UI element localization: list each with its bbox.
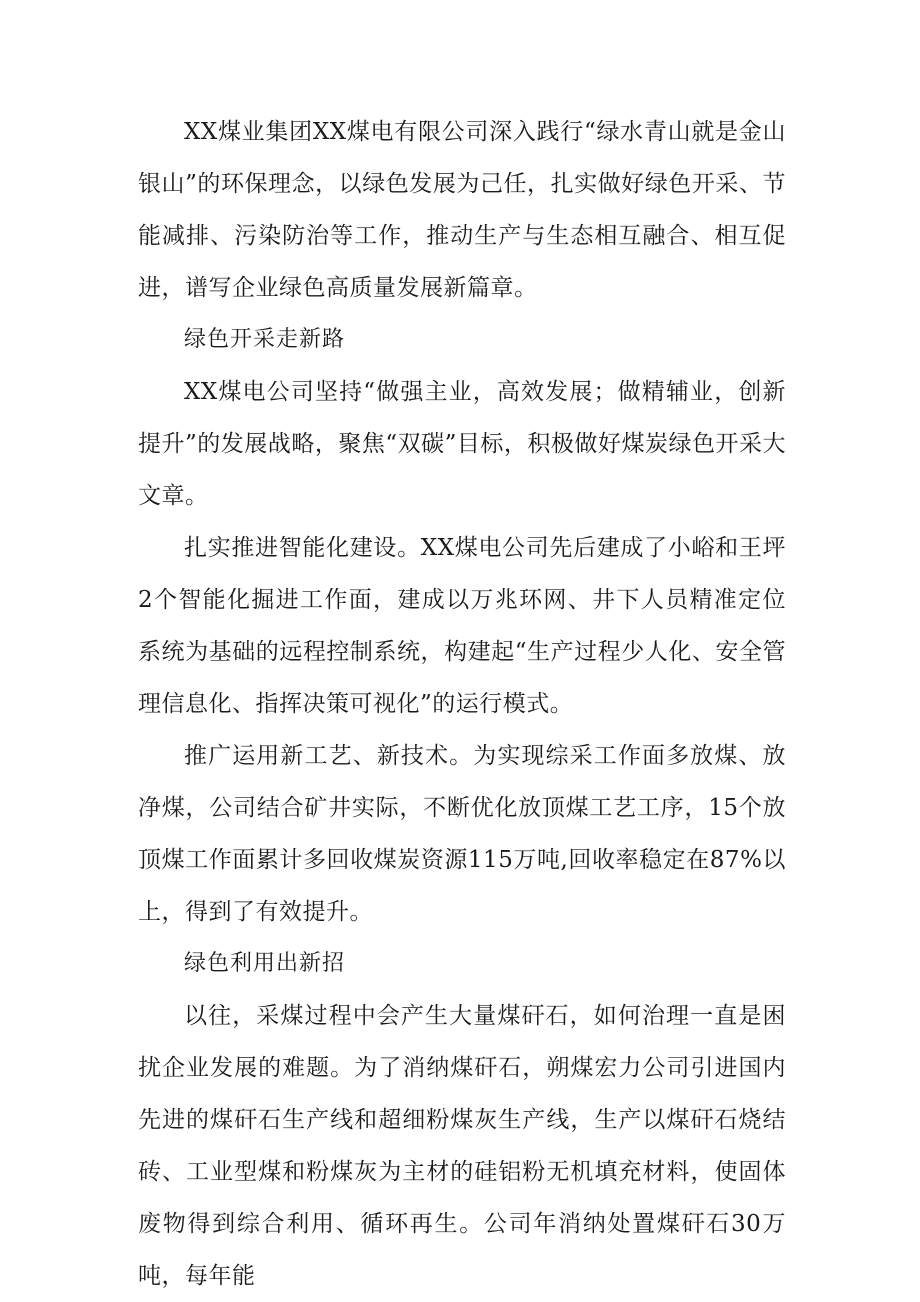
intelligent-construction-paragraph: 扎实推进智能化建设。XX煤电公司先后建成了小峪和王坪2个智能化掘进工作面，建成以万兆环网、井下人员精准定位系统为基础的远程控制系统，构建起“生产过程少人化、安全管理信息化、指挥决策可视化”的运行模式。: [138, 535, 786, 717]
section-heading-green-utilization: 绿色利用出新招: [184, 951, 346, 976]
intro-paragraph: XX煤业集团XX煤电有限公司深入践行“绿水青山就是金山银山”的环保理念，以绿色发展为己任，扎实做好绿色开采、节能减排、污染防治等工作，推动生产与生态相互融合、相互促进，谱写企业绿色高质量发展新篇章。: [138, 119, 786, 301]
section-heading-green-mining: 绿色开采走新路: [184, 327, 346, 352]
new-technology-paragraph: 推广运用新工艺、新技术。为实现综采工作面多放煤、放净煤，公司结合矿井实际，不断优化放顶煤工艺工序，15个放顶煤工作面累计多回收煤炭资源115万吨,回收率稳定在87%以上，得到了有效提升。: [138, 743, 786, 925]
document-page: [138, 106, 786, 1302]
gangue-utilization-paragraph: 以往，采煤过程中会产生大量煤矸石，如何治理一直是困扰企业发展的难题。为了消纳煤矸石，朔煤宏力公司引进国内先进的煤矸石生产线和超细粉煤灰生产线，生产以煤矸石烧结砖、工业型煤和粉煤灰为主材的硅铝粉无机填充材料，使固体废物得到综合利用、循环再生。公司年消纳处置煤矸石30万吨，每年能: [138, 1003, 786, 1289]
strategy-paragraph: XX煤电公司坚持“做强主业，高效发展；做精辅业，创新提升”的发展战略，聚焦“双碳”目标，积极做好煤炭绿色开采大文章。: [138, 379, 786, 509]
